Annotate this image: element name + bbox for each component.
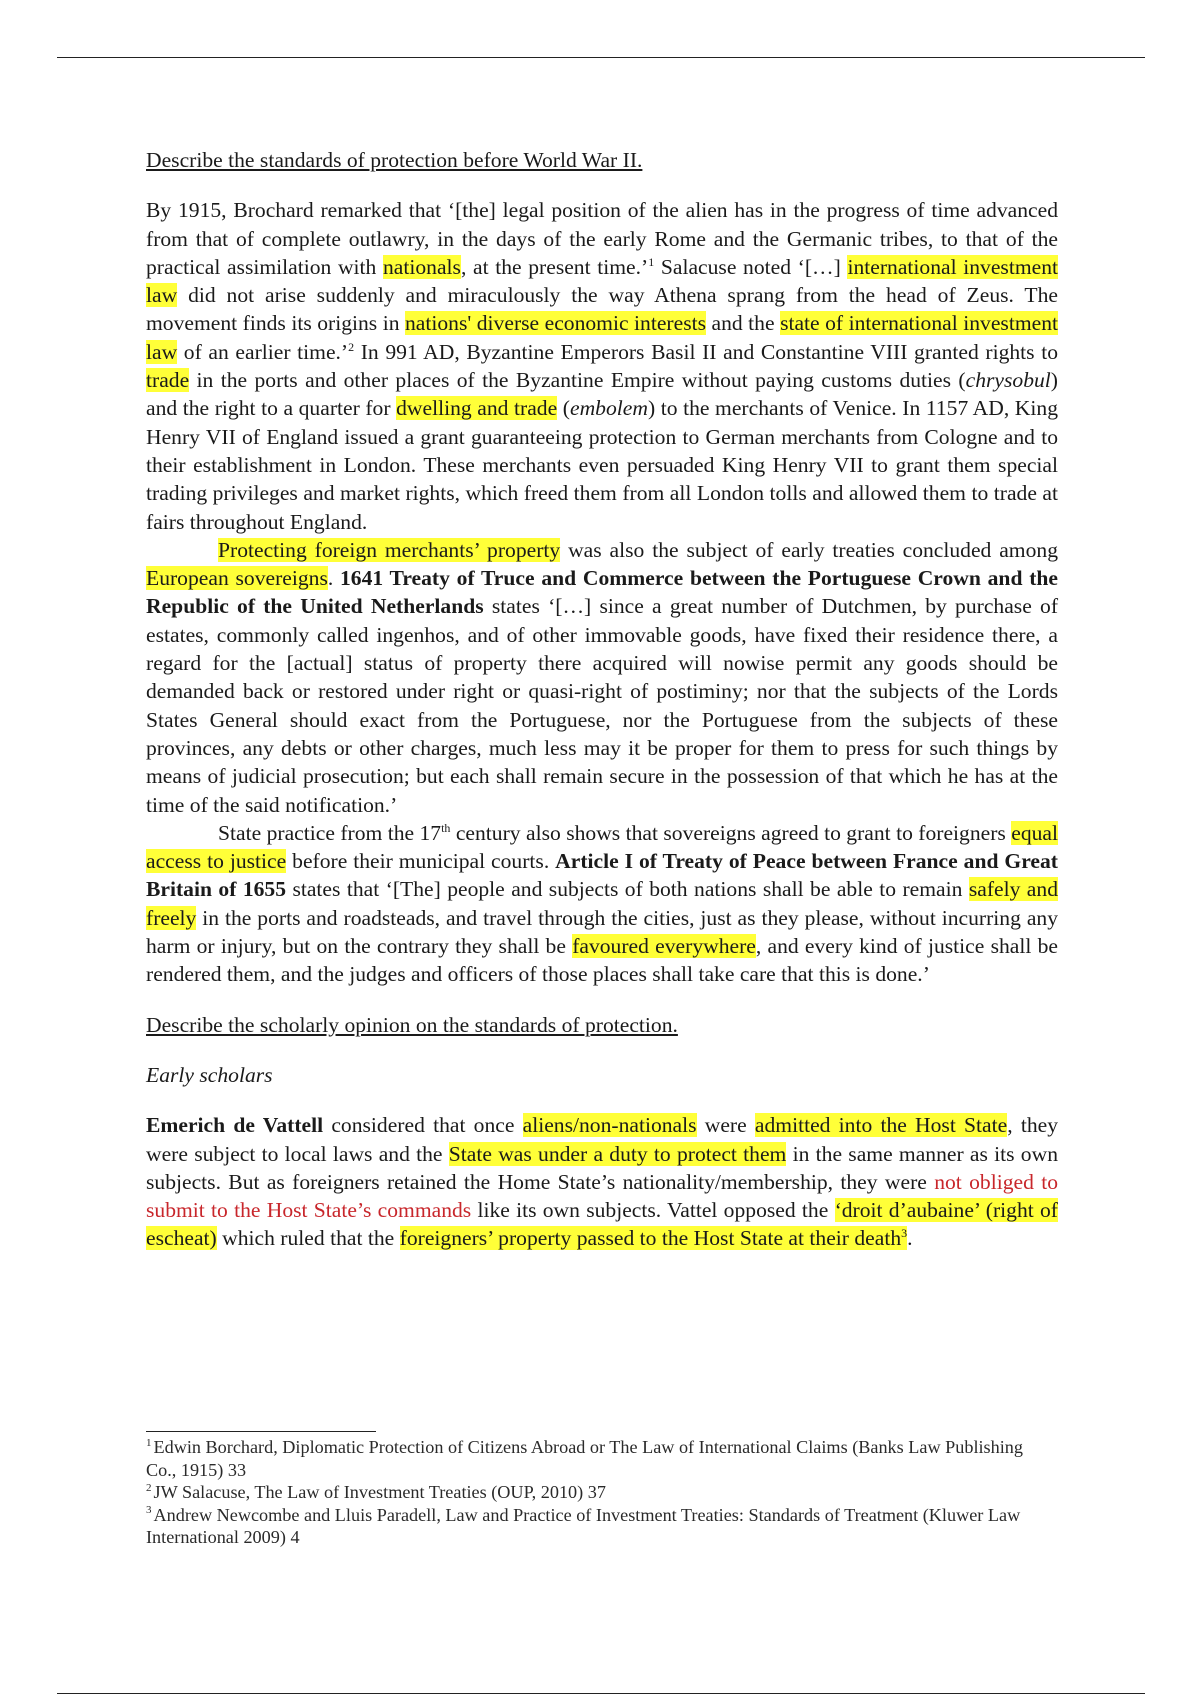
footnote-2 [146,1481,1046,1504]
text-run: . [327,566,340,591]
paragraph-treaties [146,536,1058,819]
footer-rule [57,1693,1145,1694]
text-run: Salacuse noted ‘[…] [654,254,848,279]
footnotes [146,1436,1046,1549]
bold-treaty-name: 1641 Treaty of Truce and Commerce between the Portuguese Crown and the Republic of the United Netherlands [146,566,1058,619]
footnote-text: Edwin Borchard, Diplomatic Protection of Citizens Abroad or The Law of International Claims (Banks Law Publishing Co., 1915) 33 [146,1437,1023,1480]
highlight: dwelling and trade [396,396,558,421]
text-run: , and every kind of justice shall be rendered them, and the judges and officers of those places shall take care that this is done.’ [146,934,1058,987]
subheading-early-scholars: Early scholars [146,1062,273,1087]
text-run: , they were subject to local laws and the [146,1113,1058,1166]
italic-term: embolem [569,396,648,421]
text-run: were [696,1113,755,1138]
text-run: which ruled that the [216,1226,400,1251]
section-heading-before-ww2: Describe the standards of protection before World War II. [146,148,643,172]
text-run: and the [706,311,781,336]
text-run: ) to the merchants of Venice. In 1157 AD, King Henry VII of England issued a grant guaranteeing protection to German merchants from Cologne and to their establishment in London. These merchants even persuaded King Henry VII to grant them special trading privileges and market rights, which freed them from all London tolls and allowed them to trade at fairs throughout England. [146,396,1058,534]
footnote-text: JW Salacuse, The Law of Investment Treaties (OUP, 2010) 37 [153,1482,606,1502]
footnote-text: Andrew Newcombe and Lluis Paradell, Law and Practice of Investment Treaties: Standards of Treatment (Kluwer Law International 2009) 4 [146,1504,1021,1547]
spacer [146,989,1058,1011]
text-run: In 991 AD, Byzantine Emperors Basil II and Constantine VIII granted rights to [354,339,1058,364]
footnote-number: 3 [146,1504,152,1517]
red-text: not obliged to submit to the Host State’s commands [146,1169,1059,1223]
text-run: , at the present time.’ [460,254,649,279]
footnote-1 [146,1436,1046,1481]
highlight [400,1226,908,1250]
highlight: trade [146,368,190,393]
paragraph-vattell [146,1111,1058,1252]
text-run: in the ports and roadsteads, and travel through the cities, just as they please, without incurring any harm or injury, but on the contrary they shall be [146,905,1058,959]
bold-scholar-name: Emerich de Vattell [146,1113,324,1138]
text-run: like its own subjects. Vattel opposed the [471,1198,835,1223]
text-run: in the same manner as its own subjects. But as foreigners retained the Home State’s nationality/membership, they were [146,1141,1058,1194]
text-run: State practice from the 17 [218,820,442,845]
text-run: century also shows that sovereigns agreed to grant to foreigners [450,820,1012,845]
highlight: favoured everywhere [572,934,756,959]
highlight: aliens/non-nationals [522,1113,697,1138]
highlight: safely and freely [146,877,1058,930]
text-run: ) and the right to a quarter for [146,368,1058,421]
footnote-3 [146,1504,1046,1549]
footnote-ref: 3 [901,1226,908,1241]
highlight: Protecting foreign merchants’ property [218,537,561,562]
text-run: By 1915, Brochard remarked that ‘[the] legal position of the alien has in the progress of time advanced from that of complete outlawry, in the days of the early Rome and the Germanic tribes, to that of the practical assimilation with [146,198,1058,279]
text-run: was also the subject of early treaties concluded among [560,537,1058,562]
highlight: State was under a duty to protect them [448,1141,787,1166]
highlight-text: foreigners’ property passed to the Host State at their death [399,1226,902,1251]
paragraph-history [146,196,1058,536]
footnote-ref: 1 [648,254,655,269]
highlight: European sovereigns [146,566,328,591]
highlight: ‘droit d’aubaine’ (right of escheat) [146,1198,1058,1251]
text-run: did not arise suddenly and miraculously the way Athena sprang from the head of Zeus. The movement finds its origins in [146,283,1058,336]
highlight: state of international investment law [146,311,1058,364]
highlight: nations' diverse economic interests [405,311,707,336]
text-run: of an earlier time.’ [177,339,349,364]
paragraph-state-practice [146,819,1058,989]
section-heading-scholarly: Describe the scholarly opinion on the standards of protection. [146,1012,678,1037]
text-run: in the ports and other places of the Byzantine Empire without paying customs duties ( [189,368,966,393]
footnote-number: 1 [146,1436,152,1449]
footnote-ref: 2 [348,339,355,354]
text-run: states ‘[…] since a great number of Dutchmen, by purchase of estates, commonly called ingenhos, and of other immovable goods, have fixed their residence there, a regard for the [actual] status of property there acquired will nowise permit any goods should be demanded back or restored under right or quasi-right of postiminy; nor that the subjects of the Lords States General should exact from the Portuguese, nor the Portuguese from the subjects of these provinces, any debts or other charges, much less may it be proper for them to press for such things by means of judicial prosecution; but each shall remain secure in the possession of that which he has at the time of the said notification.’ [146,594,1059,817]
bold-treaty-name: Article I of Treaty of Peace between France and Great Britain of 1655 [146,849,1058,902]
highlight: international investment law [146,254,1058,308]
italic-term: chrysobul [965,368,1051,393]
highlight: nationals [383,254,461,279]
document-body [146,146,1058,1253]
text-run: before their municipal courts. [286,849,556,874]
text-run: considered that once [323,1113,523,1138]
header-rule [57,57,1145,58]
highlight: equal access to justice [146,820,1058,874]
text-run: . [907,1226,913,1251]
text-run: ( [557,396,570,421]
highlight: admitted into the Host State [754,1113,1008,1138]
superscript: th [441,820,451,835]
text-run: states that ‘[The] people and subjects of both nations shall be able to remain [286,877,969,902]
footnote-number: 2 [146,1481,152,1494]
footnote-separator [146,1431,376,1432]
